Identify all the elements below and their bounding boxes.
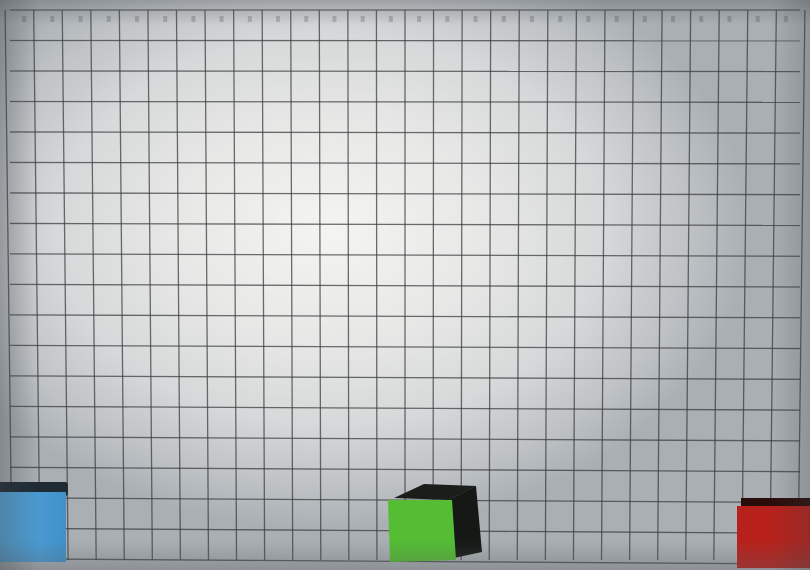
grid-line-vertical [770,10,776,560]
green-cube-shape [386,478,486,564]
grid-column-marker [220,16,224,22]
grid-column-marker [699,16,703,22]
grid-column-marker [417,16,421,22]
grid-column-marker [784,16,788,22]
grid-line-vertical [630,10,634,560]
grid-line-vertical [489,10,490,560]
grid-line-horizontal [10,101,800,102]
grid-line-horizontal [10,132,800,133]
grid-line-horizontal [10,162,800,163]
grid-line-vertical [602,10,605,560]
grid-line-vertical [658,10,662,560]
grid-column-marker [671,16,675,22]
grid-line-horizontal [10,193,800,195]
grid-column-marker [332,16,336,22]
grid-column-marker [276,16,280,22]
grid-column-marker [107,16,111,22]
grid-line-vertical [517,10,519,560]
grid-column-marker [50,16,54,22]
grid-column-marker [361,16,365,22]
grid-column-marker [643,16,647,22]
grid-line-vertical [798,10,805,560]
red-cube [735,498,810,568]
grid-line-vertical [545,10,547,560]
grid-column-marker [502,16,506,22]
grid-column-marker [135,16,139,22]
grid-column-marker [389,16,393,22]
green-cube [386,478,486,564]
grid-column-marker [615,16,619,22]
grid-column-marker [474,16,478,22]
blue-cube [0,482,72,562]
grid-line-horizontal [10,71,800,72]
grid-column-marker [191,16,195,22]
grid-column-marker [22,16,26,22]
grid-column-marker [586,16,590,22]
grid-column-marker [756,16,760,22]
blue-cube-shape [0,482,72,562]
grid-line-vertical [686,10,691,560]
grid-line-vertical [573,10,576,560]
grid-column-marker [304,16,308,22]
grid-column-marker [163,16,167,22]
grid-line-vertical [714,10,719,560]
grid-column-marker [445,16,449,22]
grid-line-vertical [742,10,748,560]
grid-column-marker [79,16,83,22]
grid-column-marker [558,16,562,22]
grid-column-marker [530,16,534,22]
red-cube-shape [735,498,810,568]
grid-column-marker [248,16,252,22]
grid-column-marker [727,16,731,22]
